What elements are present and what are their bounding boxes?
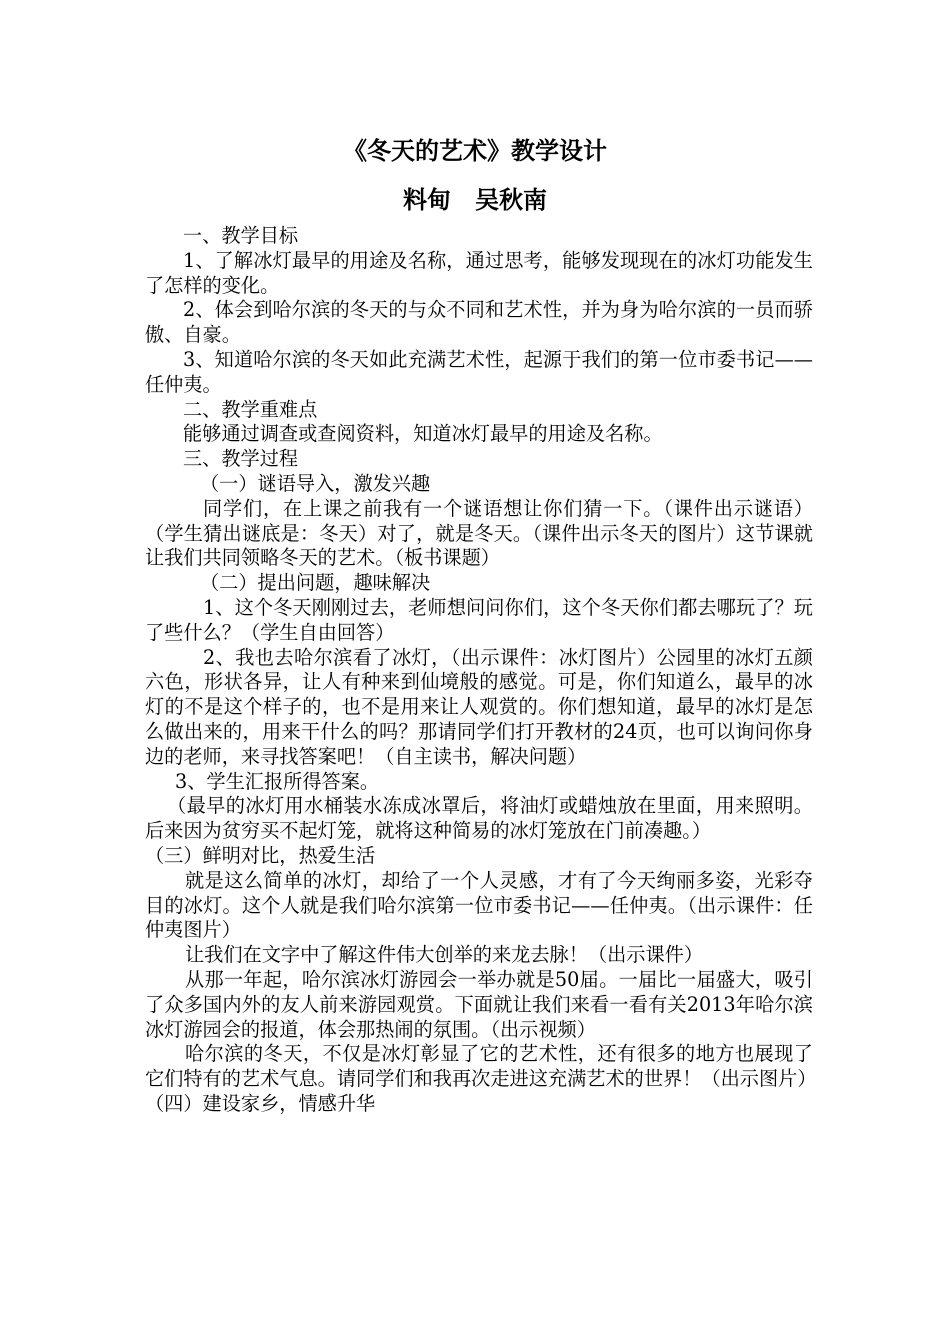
paragraph-riddle-intro: 同学们，在上课之前我有一个谜语想让你们猜一下。（课件出示谜语）（学生猜出谜底是：冬天）对了，就是冬天。（课件出示冬天的图片）这节课就让我们共同领略冬天的艺术。（板书课题） <box>145 496 813 570</box>
document-body <box>145 224 817 1117</box>
subsection-heading-4: （四）建设家乡，情感升华 <box>145 1091 376 1115</box>
paragraph-key-points: 能够通过调查或查阅资料，知道冰灯最早的用途及名称。 <box>183 422 663 446</box>
paragraph-objective-3: 3、知道哈尔滨的冬天如此充满艺术性，起源于我们的第一位市委书记——任仲夷。 <box>145 347 813 396</box>
paragraph-objective-2: 2、体会到哈尔滨的冬天的与众不同和艺术性，并为身为哈尔滨的一员而骄傲、自豪。 <box>145 298 813 347</box>
section-heading-key-points: 二、教学重难点 <box>183 397 318 421</box>
subsection-heading-1: （一）谜语导入，激发兴趣 <box>200 471 431 495</box>
paragraph-objective-1: 1、了解冰灯最早的用途及名称，通过思考，能够发现现在的冰灯功能发生了怎样的变化。 <box>145 248 813 297</box>
paragraph-answer: （最早的冰灯用水桶装水冻成冰罩后，将油灯或蜡烛放在里面，用来照明。后来因为贫穷买不起灯笼，就将这种简易的冰灯笼放在门前凑趣。） <box>145 794 813 843</box>
paragraph-question-2: 2、我也去哈尔滨看了冰灯，（出示课件：冰灯图片）公园里的冰灯五颜六色，形状各异，让人有种来到仙境般的感觉。可是，你们知道么，最早的冰灯的不是这个样子的，也不是用来让人观赏的。你们想知道，最早的冰灯是怎么做出来的，用来干什么的吗？那请同学们打开教材的24页，也可以询问你身边的老师，来寻找答案吧！（自主读书，解决问题） <box>145 645 813 768</box>
paragraph-question-1: 1、这个冬天刚刚过去，老师想问问你们，这个冬天你们都去哪玩了？玩了些什么？（学生自由回答） <box>145 595 813 644</box>
section-heading-process: 三、教学过程 <box>183 447 299 471</box>
paragraph-text-learning: 让我们在文字中了解这件伟大创举的来龙去脉！（出示课件） <box>185 943 704 967</box>
subsection-heading-3: （三）鲜明对比，热爱生活 <box>145 843 376 867</box>
paragraph-student-report: 3、学生汇报所得答案。 <box>175 769 380 793</box>
document-title: 《冬天的艺术》教学设计 <box>343 136 607 165</box>
paragraph-winter-art: 哈尔滨的冬天，不仅是冰灯彰显了它的艺术性，还有很多的地方也展现了它们特有的艺术气息。请同学们和我再次走进这充满艺术的世界！（出示图片） <box>145 1042 817 1091</box>
paragraph-festival: 从那一年起，哈尔滨冰灯游园会一举办就是50届。一届比一届盛大，吸引了众多国内外的友人前来游园观赏。下面就让我们来看一看有关2013年哈尔滨冰灯游园会的报道，体会那热闹的氛围。（出示视频） <box>145 967 813 1041</box>
section-heading-objectives: 一、教学目标 <box>183 224 299 247</box>
paragraph-ice-lantern: 就是这么简单的冰灯，却给了一个人灵感，才有了今天绚丽多姿，光彩夺目的冰灯。这个人就是我们哈尔滨第一位市委书记——任仲夷。（出示课件：任仲夷图片） <box>145 868 813 942</box>
subsection-heading-2: （二）提出问题，趣味解决 <box>200 571 431 595</box>
document-author: 料甸 吴秋南 <box>403 185 547 214</box>
